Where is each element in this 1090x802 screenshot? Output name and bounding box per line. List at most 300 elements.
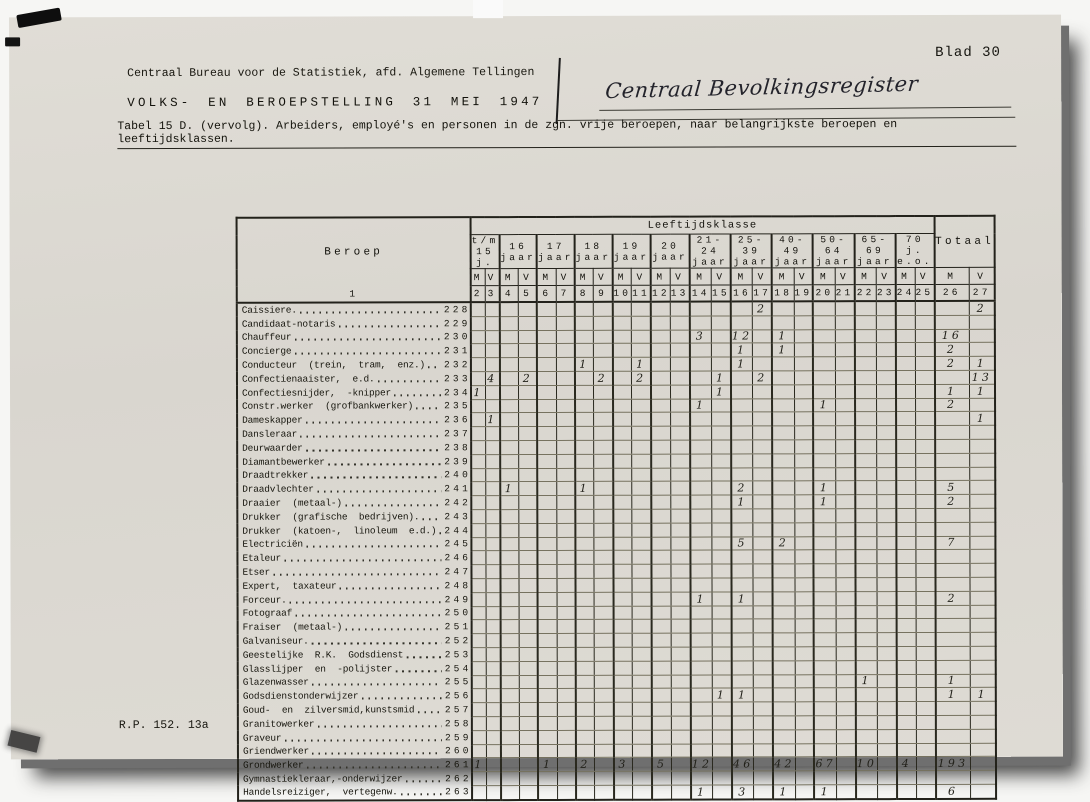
value-cell xyxy=(575,440,594,454)
value-cell xyxy=(814,591,836,605)
value-cell xyxy=(538,454,557,468)
value-cell xyxy=(485,399,499,413)
dot-leader xyxy=(306,449,442,451)
value-cell xyxy=(814,440,836,454)
value-cell xyxy=(970,646,996,660)
value-cell xyxy=(753,592,772,606)
beroep-cell xyxy=(237,454,471,468)
value-cell xyxy=(773,702,795,716)
value-cell xyxy=(538,578,557,592)
value-cell xyxy=(754,605,773,619)
value-cell xyxy=(670,343,689,357)
value-cell xyxy=(836,771,855,785)
value-cell xyxy=(633,744,652,758)
sex-header: V xyxy=(794,268,813,285)
value-cell xyxy=(613,606,632,620)
value-cell xyxy=(471,427,485,441)
beroep-number: 234 xyxy=(444,386,471,398)
value-cell xyxy=(471,316,485,330)
value-cell xyxy=(613,564,632,578)
beroep-cell xyxy=(238,606,472,620)
value-cell xyxy=(557,606,576,620)
value-cell xyxy=(576,606,595,620)
value-cell xyxy=(855,384,877,398)
value-cell xyxy=(794,495,813,509)
value-cell xyxy=(556,358,575,372)
value-cell xyxy=(651,482,670,496)
value-cell xyxy=(969,329,995,343)
value-cell xyxy=(836,591,855,605)
age-group-header: 50-64 jaar xyxy=(813,234,854,268)
value-cell xyxy=(753,564,772,578)
value-cell xyxy=(501,758,520,772)
value-cell xyxy=(835,384,854,398)
value-cell xyxy=(712,647,731,661)
value-cell xyxy=(915,481,934,495)
beroep-name: Drukker (katoen-, linoleum e.d.) xyxy=(242,524,437,537)
value-cell xyxy=(813,343,835,357)
value-cell xyxy=(557,496,576,510)
value-cell xyxy=(471,330,485,344)
value-cell: 2 xyxy=(519,371,537,385)
value-cell xyxy=(795,647,814,661)
value-cell xyxy=(732,743,754,757)
value-cell xyxy=(472,648,486,662)
value-cell xyxy=(670,302,689,316)
value-cell xyxy=(519,413,537,427)
value-cell xyxy=(795,564,814,578)
table-caption: Tabel 15 D. (vervolg). Arbeiders, employé's en personen in de zgn. vrije beroepen, naar belangrijkste beroepen en leeftijdsklassen. xyxy=(117,118,1016,149)
column-number: 2 xyxy=(471,286,485,303)
value-cell xyxy=(472,717,486,731)
beroep-name: Etaleur xyxy=(242,552,281,564)
value-cell xyxy=(794,454,813,468)
value-cell xyxy=(836,509,855,523)
beroep-number: 247 xyxy=(444,566,472,578)
value-cell xyxy=(753,536,772,550)
value-cell xyxy=(814,578,836,592)
value-cell: 3 xyxy=(614,758,633,772)
value-cell xyxy=(632,564,651,578)
value-cell xyxy=(613,482,632,496)
value-cell xyxy=(633,633,652,647)
value-cell xyxy=(836,619,855,633)
value-cell xyxy=(794,329,813,343)
value-cell xyxy=(795,660,814,674)
beroep-label xyxy=(239,689,471,702)
value-cell xyxy=(472,703,486,717)
column-number: 19 xyxy=(794,285,813,302)
value-cell xyxy=(557,771,576,785)
value-cell xyxy=(671,675,690,689)
beroep-name: Geestelijke R.K. Godsdienst xyxy=(242,649,404,661)
value-cell xyxy=(538,537,557,551)
sex-header: M xyxy=(772,268,794,285)
value-cell xyxy=(613,661,632,675)
column-number: 17 xyxy=(753,285,772,302)
value-cell: 16 xyxy=(934,329,969,343)
value-cell xyxy=(471,496,485,510)
value-cell xyxy=(935,439,970,453)
beroep-cell xyxy=(238,717,472,731)
value-cell: 1 xyxy=(772,329,794,343)
value-cell xyxy=(753,550,772,564)
beroep-label xyxy=(238,552,470,565)
value-cell xyxy=(557,578,576,592)
value-cell xyxy=(794,426,813,440)
value-cell xyxy=(754,619,773,633)
value-cell: 3 xyxy=(690,330,712,344)
value-cell xyxy=(712,357,731,371)
value-cell xyxy=(916,508,935,522)
beroep-name: Granitowerker xyxy=(242,718,315,730)
value-cell xyxy=(855,605,877,619)
beroep-cell xyxy=(237,537,471,551)
value-cell xyxy=(519,344,537,358)
dot-leader xyxy=(294,352,441,354)
beroep-name: Handelsreiziger, vertegenw. xyxy=(243,786,398,799)
value-cell xyxy=(500,372,519,386)
value-cell xyxy=(772,398,794,412)
value-cell xyxy=(671,523,690,537)
beroep-name: Goud- en zilversmid,kunstsmid xyxy=(242,704,415,716)
value-cell: 2 xyxy=(576,758,595,772)
value-cell xyxy=(916,564,935,578)
value-cell xyxy=(557,482,576,496)
beroep-number: 255 xyxy=(444,676,472,688)
value-cell xyxy=(520,661,538,675)
value-cell xyxy=(916,729,935,743)
value-cell xyxy=(519,399,537,413)
value-cell xyxy=(594,633,613,647)
value-cell xyxy=(594,675,613,689)
value-cell xyxy=(896,481,915,495)
value-cell xyxy=(773,688,795,702)
beroep-cell xyxy=(238,592,472,606)
value-cell xyxy=(501,716,520,730)
beroep-name: Griendwerker xyxy=(242,745,309,758)
dot-leader xyxy=(312,753,442,755)
value-cell: 1 xyxy=(632,357,651,371)
beroep-label xyxy=(238,303,470,316)
value-cell xyxy=(916,715,935,729)
beroep-cell xyxy=(237,372,471,386)
value-cell xyxy=(772,426,794,440)
value-cell xyxy=(538,496,557,510)
value-cell xyxy=(519,496,537,510)
sex-header: V xyxy=(670,268,689,285)
value-cell xyxy=(690,564,712,578)
beroep-number: 238 xyxy=(444,441,471,454)
value-cell xyxy=(594,771,613,785)
value-cell xyxy=(713,702,732,716)
value-cell: 1 xyxy=(712,371,731,385)
beroep-label xyxy=(239,758,471,771)
beroep-cell xyxy=(237,468,471,482)
value-cell xyxy=(593,302,612,316)
dot-leader xyxy=(312,642,442,644)
value-cell xyxy=(794,440,813,454)
beroep-label xyxy=(239,745,471,758)
value-cell xyxy=(732,605,754,619)
value-cell xyxy=(472,744,486,758)
value-cell xyxy=(671,619,690,633)
value-cell xyxy=(519,385,537,399)
value-cell xyxy=(753,454,772,468)
value-cell xyxy=(594,468,613,482)
value-cell xyxy=(916,577,935,591)
sex-header: M xyxy=(499,269,518,286)
value-cell xyxy=(613,468,632,482)
value-cell xyxy=(690,523,712,537)
value-cell xyxy=(935,729,970,743)
value-cell xyxy=(538,703,557,717)
value-cell xyxy=(836,674,855,688)
value-cell xyxy=(613,578,632,592)
value-cell xyxy=(613,385,632,399)
value-cell xyxy=(556,427,575,441)
value-cell xyxy=(557,551,576,565)
value-cell xyxy=(691,675,713,689)
value-cell xyxy=(576,620,595,634)
beroep-name: Confectiesnijder, -knipper xyxy=(241,386,392,399)
value-cell xyxy=(594,606,613,620)
value-cell xyxy=(651,495,670,509)
value-cell xyxy=(691,716,713,730)
beroep-number: 260 xyxy=(444,745,472,757)
value-cell xyxy=(856,729,878,743)
value-cell xyxy=(835,412,854,426)
beroep-number: 253 xyxy=(444,648,472,660)
value-cell xyxy=(594,647,613,661)
value-cell xyxy=(896,384,915,398)
value-cell xyxy=(613,413,632,427)
beroep-label xyxy=(239,717,471,730)
value-cell xyxy=(538,565,557,579)
value-cell xyxy=(614,785,633,799)
value-cell xyxy=(613,689,632,703)
value-cell: 1 xyxy=(713,688,732,702)
page-number: Blad 30 xyxy=(935,44,1001,61)
value-cell xyxy=(754,702,773,716)
value-cell xyxy=(538,482,557,496)
value-cell xyxy=(519,551,537,565)
value-cell xyxy=(537,413,556,427)
beroep-cell xyxy=(237,510,471,524)
value-cell xyxy=(690,357,712,371)
value-cell xyxy=(652,578,671,592)
beroep-name: Dameskapper xyxy=(242,414,303,426)
beroep-name: Diamantbewerker xyxy=(242,456,325,468)
value-cell xyxy=(690,343,712,357)
value-cell xyxy=(671,688,690,702)
value-cell xyxy=(501,772,520,786)
beroep-name: Graveur xyxy=(242,732,282,744)
value-cell xyxy=(916,757,935,771)
value-cell xyxy=(855,536,877,550)
value-cell xyxy=(537,358,556,372)
value-cell xyxy=(613,620,632,634)
value-cell xyxy=(671,399,690,413)
value-cell xyxy=(633,647,652,661)
column-number: 5 xyxy=(519,285,537,302)
value-cell xyxy=(671,744,690,758)
beroep-number: 251 xyxy=(444,621,472,633)
beroep-label xyxy=(238,565,470,578)
value-cell xyxy=(814,633,836,647)
value-cell xyxy=(486,579,500,593)
value-cell xyxy=(773,605,795,619)
value-cell xyxy=(877,495,896,509)
value-cell xyxy=(896,412,915,426)
value-cell xyxy=(471,523,485,537)
beroep-cell xyxy=(237,358,471,372)
value-cell xyxy=(753,412,772,426)
value-cell xyxy=(538,730,557,744)
value-cell xyxy=(519,523,537,537)
value-cell xyxy=(594,620,613,634)
value-cell xyxy=(500,344,519,358)
value-cell xyxy=(612,316,631,330)
value-cell xyxy=(594,399,613,413)
value-cell xyxy=(773,619,795,633)
value-cell xyxy=(520,647,538,661)
beroep-label xyxy=(239,579,471,592)
value-cell xyxy=(877,688,896,702)
value-cell xyxy=(472,592,486,606)
value-cell xyxy=(537,330,556,344)
value-cell xyxy=(970,729,996,743)
sex-header: V xyxy=(915,267,934,284)
value-cell: 2 xyxy=(935,398,970,412)
value-cell xyxy=(557,523,576,537)
value-cell: 1 xyxy=(575,358,594,372)
value-cell xyxy=(835,301,854,315)
value-cell xyxy=(500,661,519,675)
dot-leader xyxy=(417,711,442,713)
value-cell xyxy=(485,316,499,330)
value-cell xyxy=(794,371,813,385)
value-cell xyxy=(915,453,934,467)
value-cell xyxy=(877,371,896,385)
value-cell xyxy=(471,372,485,386)
value-cell xyxy=(652,606,671,620)
value-cell xyxy=(855,660,877,674)
value-cell xyxy=(594,440,613,454)
value-cell xyxy=(500,647,519,661)
value-cell xyxy=(633,702,652,716)
beroep-cell xyxy=(238,703,472,717)
value-cell xyxy=(731,564,753,578)
beroep-number: 254 xyxy=(444,662,472,674)
form-code: R.P. 152. 13a xyxy=(118,718,209,733)
value-cell xyxy=(813,301,835,315)
beroep-label xyxy=(238,496,470,509)
beroep-cell xyxy=(238,786,472,801)
value-cell xyxy=(632,509,651,523)
value-cell xyxy=(500,509,519,523)
value-cell xyxy=(877,509,896,523)
value-cell xyxy=(794,467,813,481)
value-cell xyxy=(896,564,915,578)
value-cell xyxy=(576,675,595,689)
value-cell xyxy=(471,551,485,565)
value-cell xyxy=(935,701,970,715)
sex-header: M xyxy=(575,268,594,285)
value-cell xyxy=(576,661,595,675)
value-cell xyxy=(556,316,575,330)
value-cell xyxy=(594,537,613,551)
value-cell: 1 xyxy=(935,384,970,398)
value-cell xyxy=(520,772,538,786)
value-cell xyxy=(671,730,690,744)
value-cell xyxy=(773,592,795,606)
value-cell xyxy=(935,412,970,426)
value-cell xyxy=(593,385,612,399)
value-cell xyxy=(836,647,855,661)
value-cell xyxy=(519,592,537,606)
value-cell xyxy=(935,619,970,633)
value-cell xyxy=(520,716,538,730)
value-cell xyxy=(671,440,690,454)
beroep-cell xyxy=(238,772,472,786)
value-cell: 1 xyxy=(690,399,712,413)
value-cell xyxy=(557,634,576,648)
value-cell xyxy=(935,632,970,646)
value-cell xyxy=(576,647,595,661)
dot-leader xyxy=(290,601,442,603)
beroep-number: 236 xyxy=(444,414,471,426)
value-cell: 10 xyxy=(856,757,878,771)
handwritten-register-note: Centraal Bevolkingsregister xyxy=(604,71,920,104)
value-cell xyxy=(556,330,575,344)
value-cell xyxy=(814,605,836,619)
value-cell xyxy=(575,344,594,358)
beroep-name: Deurwaarder xyxy=(242,442,303,454)
value-cell xyxy=(557,537,576,551)
value-cell: 1 xyxy=(731,343,753,357)
value-cell xyxy=(712,537,731,551)
value-cell xyxy=(613,523,632,537)
value-cell xyxy=(486,496,500,510)
value-cell xyxy=(500,578,519,592)
value-cell xyxy=(691,744,713,758)
value-cell xyxy=(613,702,632,716)
dot-leader xyxy=(306,421,442,423)
value-cell xyxy=(500,358,519,372)
beroep-cell xyxy=(238,661,472,675)
value-cell xyxy=(773,578,795,592)
value-cell xyxy=(916,743,935,757)
value-cell xyxy=(614,771,633,785)
column-number: 12 xyxy=(651,285,670,302)
value-cell xyxy=(594,661,613,675)
value-cell xyxy=(835,357,854,371)
value-cell xyxy=(813,357,835,371)
value-cell: 2 xyxy=(934,343,969,357)
dot-leader xyxy=(416,408,441,410)
value-cell xyxy=(486,537,500,551)
beroep-cell xyxy=(238,634,472,648)
value-cell xyxy=(471,413,485,427)
value-cell xyxy=(773,647,795,661)
beroep-name: Glazenwasser xyxy=(242,676,309,689)
value-cell xyxy=(772,481,794,495)
value-cell xyxy=(471,454,485,468)
column-number: 20 xyxy=(813,285,835,302)
value-cell xyxy=(500,551,519,565)
value-cell: 2 xyxy=(753,301,772,315)
